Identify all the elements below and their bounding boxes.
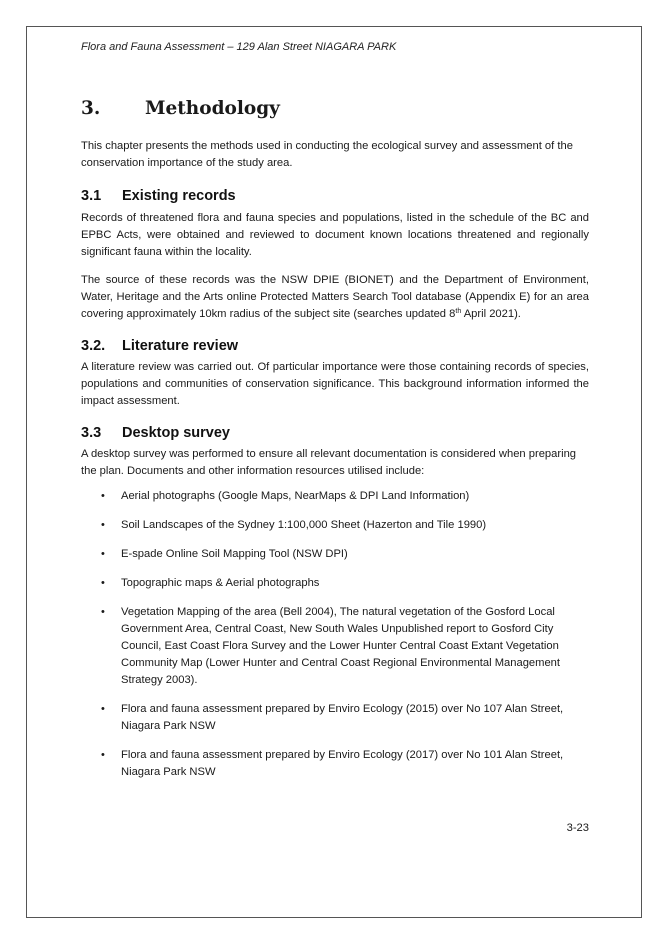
section-heading-literature-review <box>81 336 589 356</box>
chapter-number: 3. <box>81 98 101 119</box>
list-item <box>81 488 573 505</box>
paragraph-text: April 2021). <box>461 308 521 320</box>
bullet-icon: • <box>101 749 105 761</box>
section-title: Literature review <box>122 338 239 354</box>
list-item-text: Vegetation Mapping of the area (Bell 2004), The natural vegetation of the Gosford Local Government Area, Central Coast, New South Wales Unpublished report to Gosford City Council, East Coast Flora Survey and the Lower Hunter Central Coast Extant Vegetation Community Map (Lower Hunter and Central Coast Regional Environmental Management Strategy 2003). <box>121 606 561 686</box>
resources-list <box>81 488 589 781</box>
list-item-text: Topographic maps & Aerial photographs <box>121 577 320 589</box>
bullet-icon: • <box>101 490 105 502</box>
bullet-icon: • <box>101 703 105 715</box>
bullet-icon: • <box>101 577 105 589</box>
bullet-icon: • <box>101 606 105 618</box>
list-item-text: Aerial photographs (Google Maps, NearMaps & DPI Land Information) <box>121 490 470 502</box>
list-item-text: Flora and fauna assessment prepared by Enviro Ecology (2015) over No 107 Alan Street, Niagara Park NSW <box>121 703 564 732</box>
list-item <box>81 517 573 534</box>
section-title: Existing records <box>122 188 236 204</box>
chapter-title: Methodology <box>145 98 280 119</box>
literature-review-paragraph: A literature review was carried out. Of particular importance were those containing records of species, populations and communities of conservation significance. This background information informed the impact assessment. <box>81 361 589 407</box>
list-item <box>81 701 573 735</box>
section-number: 3.2. <box>81 338 106 354</box>
list-item-text: E-spade Online Soil Mapping Tool (NSW DPI) <box>121 548 348 560</box>
list-item <box>81 604 573 689</box>
section-title: Desktop survey <box>122 425 230 441</box>
section-number: 3.3 <box>81 425 102 441</box>
bullet-icon: • <box>101 548 105 560</box>
list-item-text: Flora and fauna assessment prepared by Enviro Ecology (2017) over No 101 Alan Street, Niagara Park NSW <box>121 749 564 778</box>
document-body <box>81 40 589 793</box>
section-number: 3.1 <box>81 188 102 204</box>
ordinal-superscript: th <box>455 308 462 315</box>
chapter-intro: This chapter presents the methods used in conducting the ecological survey and assessment of the conservation importance of the study area. <box>81 140 573 169</box>
existing-records-paragraph-2 <box>81 272 589 323</box>
running-header: Flora and Fauna Assessment – 129 Alan Street NIAGARA PARK <box>81 41 397 53</box>
existing-records-paragraph-1: Records of threatened flora and fauna species and populations, listed in the schedule of the BC and EPBC Acts, were obtained and reviewed to document known locations threatened and regionally significant fauna within the locality. <box>81 212 589 258</box>
section-heading-desktop-survey <box>81 423 589 443</box>
page-number: 3-23 <box>566 822 589 834</box>
paragraph-text: The source of these records was the NSW DPIE (BIONET) and the Department of Environment, Water, Heritage and the Arts online Protected Matters Search Tool database (Appendix E) for an area covering approximately 10km radius of the subject site (searches updated 8 <box>81 274 589 320</box>
desktop-survey-paragraph: A desktop survey was performed to ensure all relevant documentation is considered when preparing the plan. Documents and other information resources utilised include: <box>81 448 577 477</box>
chapter-heading <box>81 98 589 120</box>
list-item-text: Soil Landscapes of the Sydney 1:100,000 Sheet (Hazerton and Tile 1990) <box>121 519 487 531</box>
bullet-icon: • <box>101 519 105 531</box>
list-item <box>81 575 573 592</box>
list-item <box>81 747 573 781</box>
section-heading-existing-records <box>81 186 589 206</box>
list-item <box>81 546 573 563</box>
